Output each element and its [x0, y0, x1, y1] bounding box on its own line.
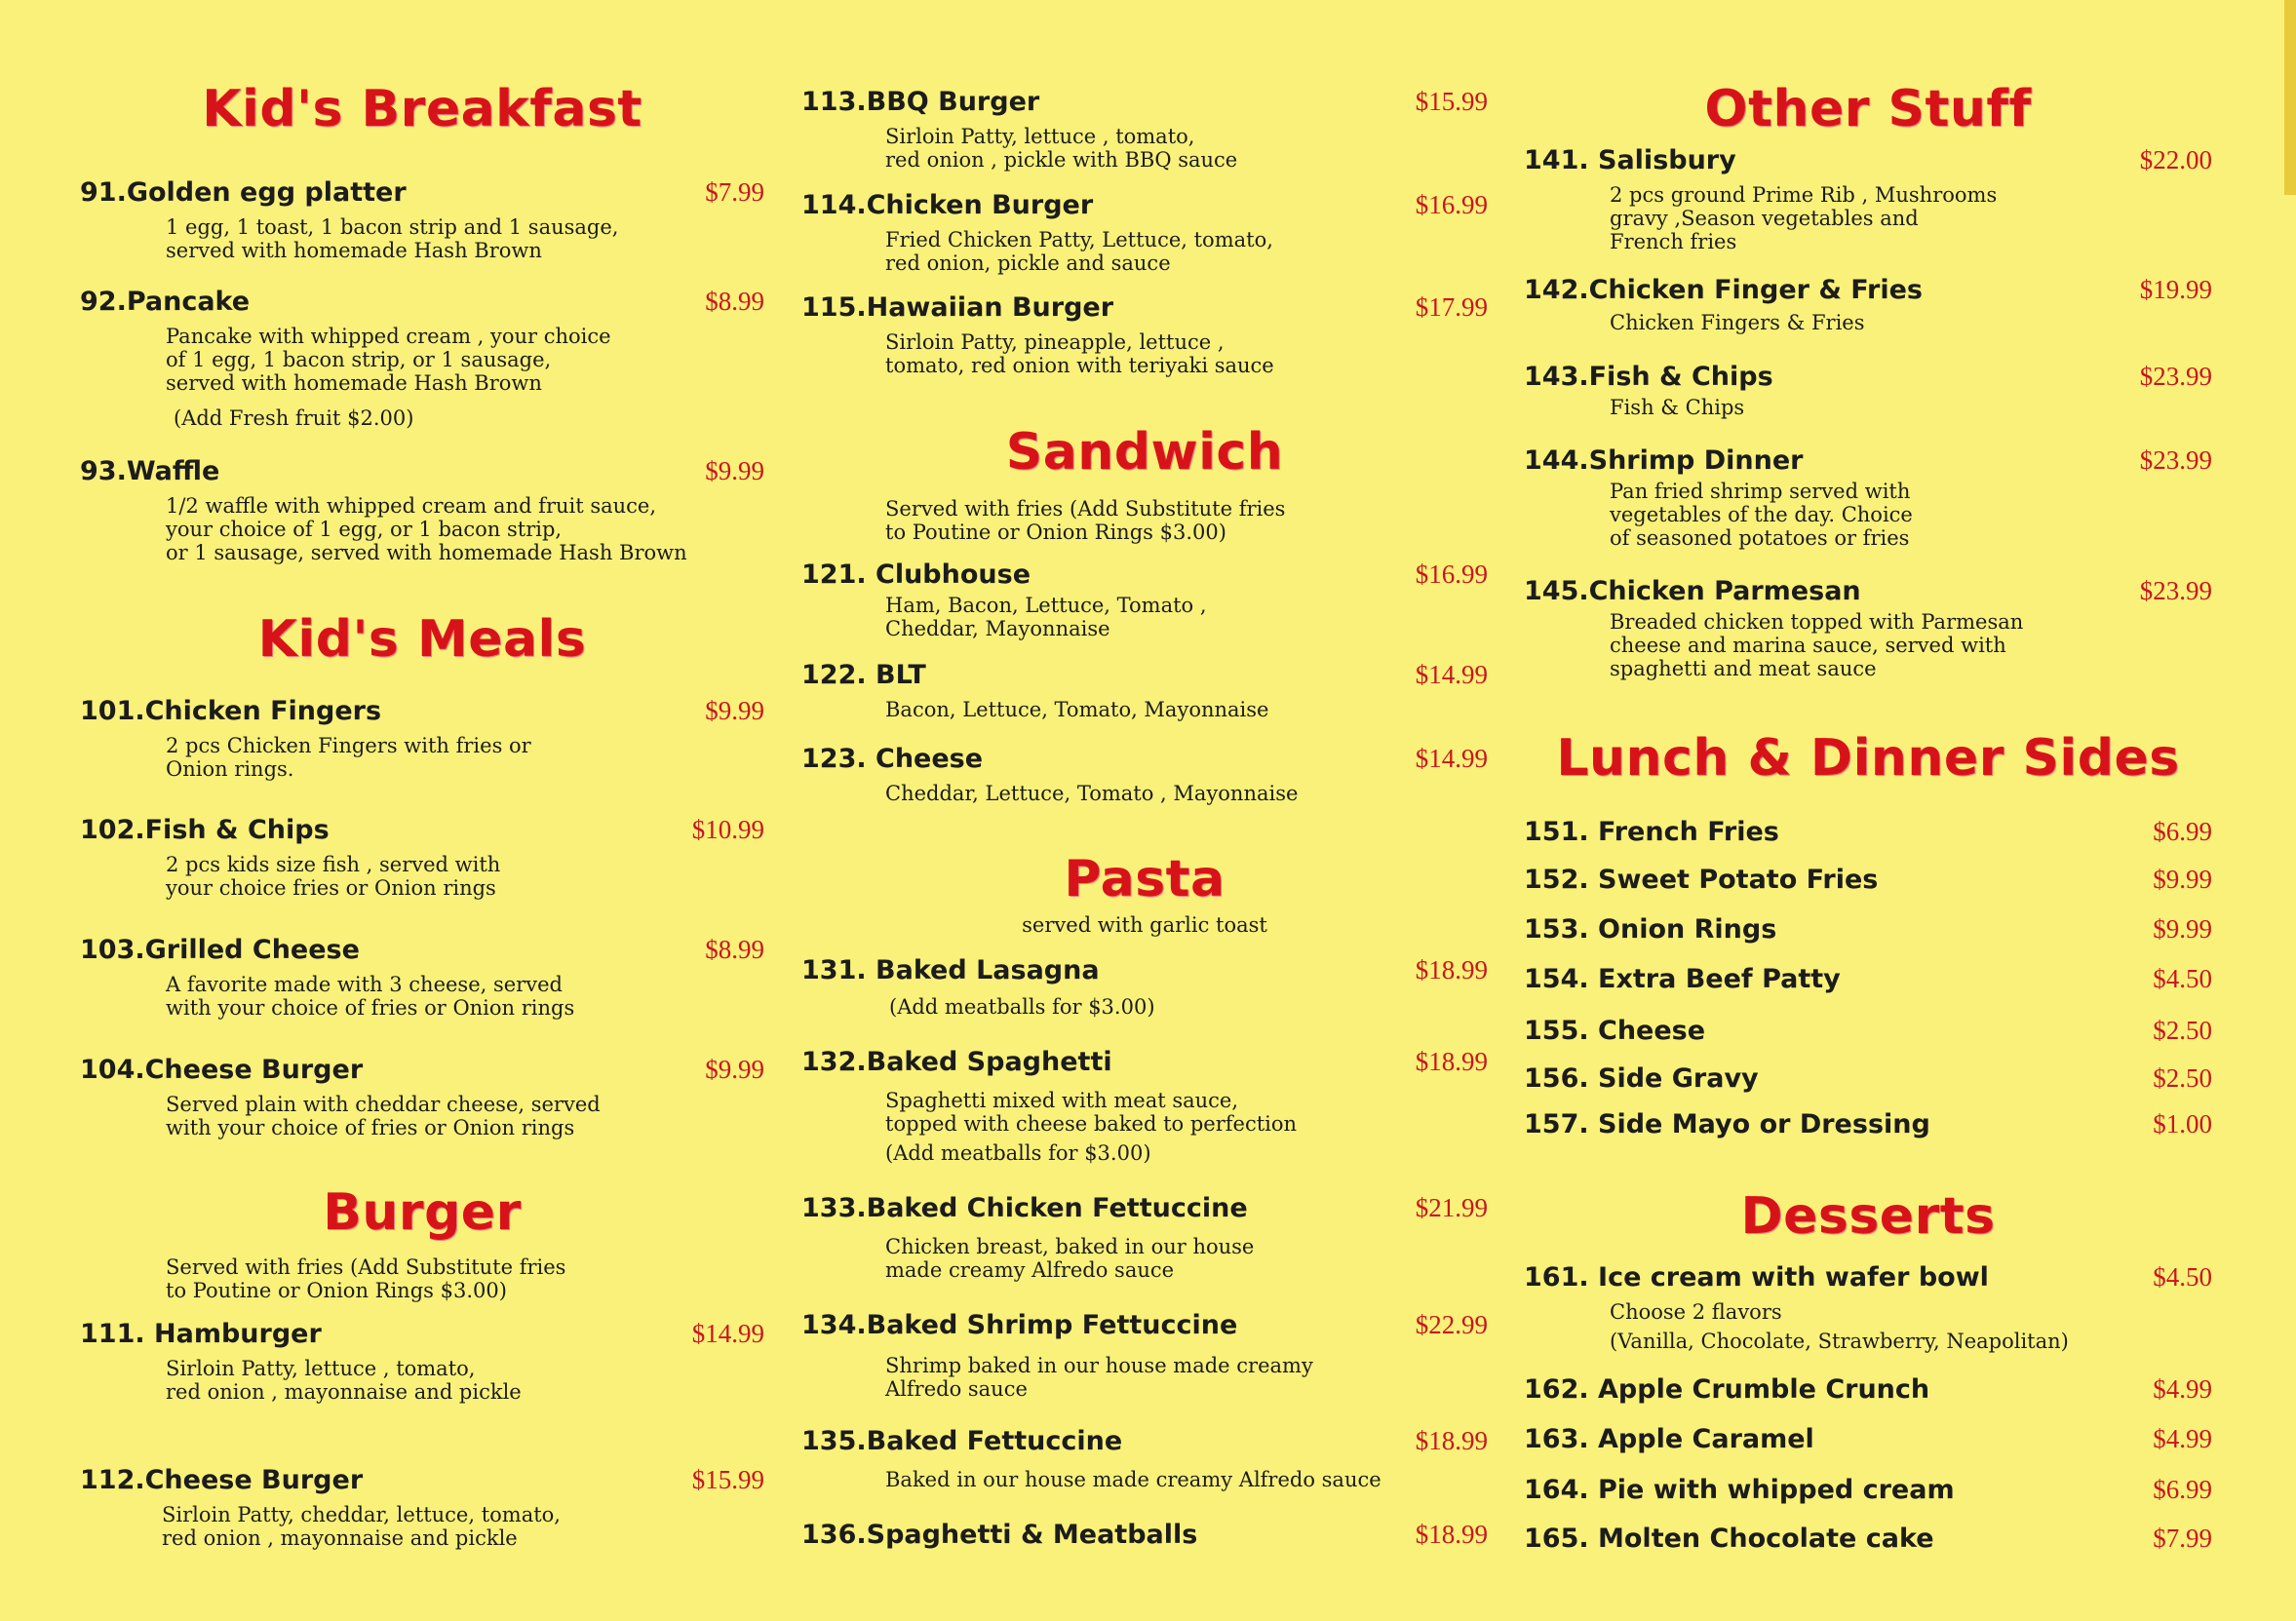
item-name: 153. Onion Rings — [1524, 914, 1777, 945]
item-note: (Add Fresh fruit $2.00) — [174, 406, 414, 430]
item-name: 144.Shrimp Dinner — [1524, 445, 1804, 476]
item-description: Fried Chicken Patty, Lettuce, tomato, red onion, pickle and sauce — [885, 228, 1273, 275]
item-description: Choose 2 flavors — [1610, 1300, 1782, 1324]
item-description: Pancake with whipped cream , your choice of 1 egg, 1 bacon strip, or 1 sausage, served with homemade Hash Brown — [166, 325, 611, 395]
menu-item — [1524, 865, 2212, 895]
item-name: 115.Hawaiian Burger — [801, 292, 1114, 323]
item-price: $15.99 — [691, 1465, 764, 1494]
item-name: 135.Baked Fettuccine — [801, 1426, 1123, 1456]
item-price: $18.99 — [1415, 1426, 1488, 1455]
item-price: $14.99 — [691, 1319, 764, 1348]
menu-item — [801, 744, 1488, 805]
menu-item — [1524, 817, 2212, 847]
item-price: $6.99 — [2153, 817, 2212, 846]
item-price: $18.99 — [1415, 1047, 1488, 1076]
item-price: $22.99 — [1415, 1310, 1488, 1339]
item-name: 141. Salisbury — [1524, 145, 1736, 175]
item-name: 92.Pancake — [80, 287, 251, 317]
item-name: 163. Apple Caramel — [1524, 1424, 1814, 1454]
section-heading: Desserts — [1740, 1187, 1996, 1246]
menu-item — [1524, 1262, 2212, 1353]
item-description: Served plain with cheddar cheese, served with your choice of fries or Onion rings — [166, 1093, 601, 1139]
section-note: Served with fries (Add Substitute fries to Poutine or Onion Rings $3.00) — [166, 1255, 566, 1302]
item-price: $16.99 — [1415, 190, 1488, 219]
menu-item — [1524, 1524, 2212, 1554]
menu-item — [80, 177, 764, 262]
item-price: $7.99 — [705, 177, 764, 207]
menu-item — [801, 292, 1488, 377]
item-name: 155. Cheese — [1524, 1016, 1706, 1046]
item-price: $9.99 — [2153, 914, 2212, 944]
menu-item — [801, 660, 1488, 721]
item-description: 1/2 waffle with whipped cream and fruit sauce, your choice of 1 egg, or 1 bacon strip, or 1 sausage, served with homemade Hash Brown — [166, 494, 687, 564]
item-description: Sirloin Patty, pineapple, lettuce , tomato, red onion with teriyaki sauce — [885, 330, 1274, 377]
item-description: Pan fried shrimp served with vegetables of the day. Choice of seasoned potatoes or fries — [1610, 480, 1913, 550]
menu-item — [801, 1310, 1488, 1401]
item-name: 103.Grilled Cheese — [80, 935, 360, 965]
section-heading: Sandwich — [1005, 423, 1284, 482]
item-price: $14.99 — [1415, 744, 1488, 773]
item-name: 132.Baked Spaghetti — [801, 1047, 1112, 1077]
menu-item — [1524, 964, 2212, 994]
item-name: 154. Extra Beef Patty — [1524, 964, 1841, 994]
item-name: 156. Side Gravy — [1524, 1063, 1759, 1094]
item-name: 101.Chicken Fingers — [80, 696, 382, 726]
item-price: $9.99 — [705, 696, 764, 725]
menu-item — [1524, 914, 2212, 945]
item-description: Chicken breast, baked in our house made creamy Alfredo sauce — [885, 1235, 1255, 1282]
item-description: 2 pcs ground Prime Rib , Mushrooms gravy ,Season vegetables and French fries — [1610, 183, 1998, 253]
item-price: $16.99 — [1415, 560, 1488, 589]
menu-item — [801, 1426, 1488, 1491]
item-name: 114.Chicken Burger — [801, 190, 1094, 220]
item-name: 152. Sweet Potato Fries — [1524, 865, 1879, 895]
menu-item — [80, 1465, 764, 1550]
item-name: 104.Cheese Burger — [80, 1055, 364, 1085]
item-name: 161. Ice cream with wafer bowl — [1524, 1262, 1989, 1293]
item-price: $1.00 — [2153, 1109, 2212, 1139]
item-price: $6.99 — [2153, 1475, 2212, 1504]
page-edge — [2284, 0, 2296, 195]
section-heading: Kid's Breakfast — [202, 80, 642, 138]
item-description: Shrimp baked in our house made creamy Alfredo sauce — [885, 1354, 1313, 1401]
item-description: Spaghetti mixed with meat sauce, topped with cheese baked to perfection — [885, 1089, 1298, 1136]
item-description: Baked in our house made creamy Alfredo sauce — [885, 1468, 1381, 1491]
item-price: $14.99 — [1415, 660, 1488, 689]
section-heading: Kid's Meals — [257, 610, 587, 669]
item-price: $8.99 — [705, 287, 764, 316]
item-name: 123. Cheese — [801, 744, 984, 774]
item-price: $4.99 — [2153, 1424, 2212, 1453]
item-price: $2.50 — [2153, 1063, 2212, 1093]
item-price: $17.99 — [1415, 292, 1488, 322]
item-name: 164. Pie with whipped cream — [1524, 1475, 1955, 1505]
item-name: 143.Fish & Chips — [1524, 362, 1773, 392]
section-subheading: served with garlic toast — [1022, 913, 1267, 937]
item-price: $4.50 — [2153, 1262, 2212, 1292]
section-note: Served with fries (Add Substitute fries to Poutine or Onion Rings $3.00) — [885, 497, 1286, 544]
item-name: 142.Chicken Finger & Fries — [1524, 275, 1923, 305]
item-price: $23.99 — [2139, 362, 2212, 391]
menu-item — [801, 955, 1488, 1019]
item-description: A favorite made with 3 cheese, served with your choice of fries or Onion rings — [166, 973, 575, 1020]
item-name: 151. French Fries — [1524, 817, 1779, 847]
section-heading: Other Stuff — [1704, 80, 2032, 138]
item-name: 136.Spaghetti & Meatballs — [801, 1520, 1198, 1550]
item-description: 2 pcs Chicken Fingers with fries or Onion rings. — [166, 734, 531, 781]
item-price: $18.99 — [1415, 1520, 1488, 1549]
item-name: 165. Molten Chocolate cake — [1524, 1524, 1934, 1554]
item-price: $22.00 — [2139, 145, 2212, 174]
item-note: (Vanilla, Chocolate, Strawberry, Neapolitan) — [1610, 1330, 2069, 1353]
item-name: 113.BBQ Burger — [801, 87, 1040, 117]
menu-item — [1524, 1475, 2212, 1505]
item-name: 157. Side Mayo or Dressing — [1524, 1109, 1930, 1139]
item-description: Fish & Chips — [1610, 396, 1745, 419]
menu-item — [80, 935, 764, 1020]
item-price: $4.99 — [2153, 1374, 2212, 1404]
item-price: $8.99 — [705, 935, 764, 964]
menu-item — [1524, 275, 2212, 334]
item-description: (Add meatballs for $3.00) — [889, 995, 1155, 1019]
item-price: $18.99 — [1415, 955, 1488, 984]
item-price: $7.99 — [2153, 1524, 2212, 1553]
menu-item — [801, 190, 1488, 275]
item-name: 121. Clubhouse — [801, 560, 1031, 590]
item-name: 134.Baked Shrimp Fettuccine — [801, 1310, 1238, 1340]
menu-item — [801, 87, 1488, 172]
item-name: 111. Hamburger — [80, 1319, 322, 1349]
item-price: $23.99 — [2139, 576, 2212, 605]
item-description: Cheddar, Lettuce, Tomato , Mayonnaise — [885, 782, 1299, 805]
menu-item — [1524, 1063, 2212, 1094]
section-heading: Pasta — [1064, 850, 1226, 908]
item-price: $9.99 — [705, 1055, 764, 1084]
item-price: $15.99 — [1415, 87, 1488, 116]
item-name: 145.Chicken Parmesan — [1524, 576, 1861, 606]
item-description: Sirloin Patty, cheddar, lettuce, tomato, red onion , mayonnaise and pickle — [162, 1503, 561, 1550]
menu-item — [80, 287, 764, 430]
item-description: Chicken Fingers & Fries — [1610, 311, 1865, 334]
menu-item — [801, 1520, 1488, 1550]
menu-item — [80, 1055, 764, 1139]
menu-item — [1524, 1424, 2212, 1454]
item-price: $2.50 — [2153, 1016, 2212, 1045]
item-name: 102.Fish & Chips — [80, 815, 330, 845]
section-heading: Lunch & Dinner Sides — [1556, 729, 2180, 788]
item-price: $23.99 — [2139, 445, 2212, 475]
menu-item — [801, 1193, 1488, 1282]
item-price: $9.99 — [705, 456, 764, 485]
item-price: $4.50 — [2153, 964, 2212, 993]
item-description: 1 egg, 1 toast, 1 bacon strip and 1 sausage, served with homemade Hash Brown — [166, 215, 619, 262]
item-name: 112.Cheese Burger — [80, 1465, 364, 1495]
item-description: 2 pcs kids size fish , served with your choice fries or Onion rings — [166, 853, 501, 900]
menu-item — [1524, 362, 2212, 419]
item-price: $21.99 — [1415, 1193, 1488, 1222]
menu-item — [1524, 1109, 2212, 1139]
item-description: Breaded chicken topped with Parmesan cheese and marina sauce, served with spaghetti and meat sauce — [1610, 610, 2024, 680]
item-name: 122. BLT — [801, 660, 926, 690]
item-description: Ham, Bacon, Lettuce, Tomato , Cheddar, Mayonnaise — [885, 594, 1207, 640]
item-description: Sirloin Patty, lettuce , tomato, red onion , mayonnaise and pickle — [166, 1357, 522, 1404]
item-name: 162. Apple Crumble Crunch — [1524, 1374, 1930, 1405]
menu-item — [80, 456, 764, 564]
item-name: 91.Golden egg platter — [80, 177, 407, 208]
menu-item — [1524, 1016, 2212, 1046]
item-name: 131. Baked Lasagna — [801, 955, 1100, 985]
menu-item — [1524, 576, 2212, 680]
menu-item — [80, 1319, 764, 1404]
item-price: $9.99 — [2153, 865, 2212, 894]
item-description: Bacon, Lettuce, Tomato, Mayonnaise — [885, 698, 1269, 721]
item-note: (Add meatballs for $3.00) — [885, 1141, 1151, 1165]
section-heading: Burger — [323, 1183, 522, 1242]
menu-item — [1524, 1374, 2212, 1405]
item-name: 93.Waffle — [80, 456, 220, 486]
menu-item — [80, 696, 764, 781]
menu-item — [1524, 145, 2212, 253]
menu-item — [80, 815, 764, 900]
menu-item — [1524, 445, 2212, 550]
menu-item — [801, 1047, 1488, 1165]
item-description: Sirloin Patty, lettuce , tomato, red onion , pickle with BBQ sauce — [885, 125, 1238, 172]
item-price: $19.99 — [2139, 275, 2212, 304]
item-name: 133.Baked Chicken Fettuccine — [801, 1193, 1248, 1223]
item-price: $10.99 — [691, 815, 764, 844]
menu-item — [801, 560, 1488, 640]
